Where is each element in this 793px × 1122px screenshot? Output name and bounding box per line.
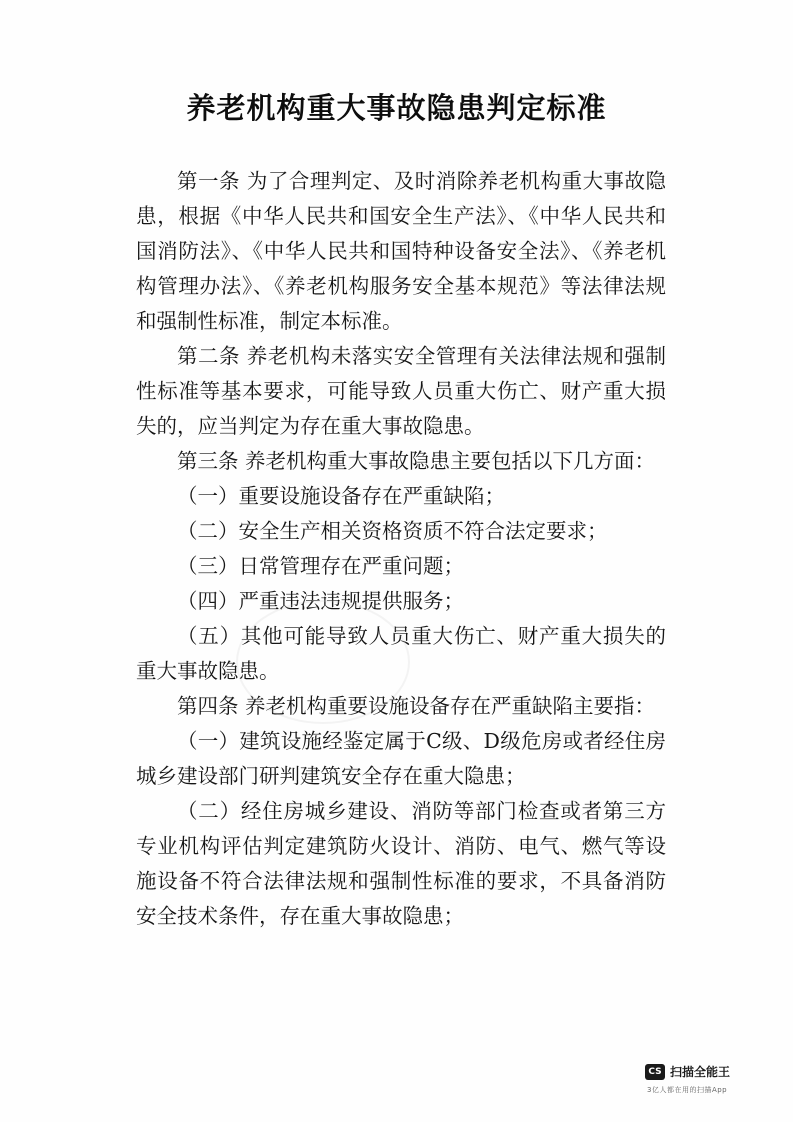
watermark-tagline: 3亿人都在用的扫描App [647, 1086, 728, 1094]
document-title: 养老机构重大事故隐患判定标准 [186, 91, 607, 125]
article-4-item-1: （一）建筑设施经鉴定属于C级、D级危房或者经住房城乡建设部门研判建筑安全存在重大隐患； [136, 729, 666, 788]
camscanner-logo-icon: CS [645, 1064, 665, 1080]
scanner-watermark [645, 1060, 755, 1106]
article-3-paragraph: 第三条 养老机构重大事故隐患主要包括以下几方面： [177, 449, 656, 473]
article-2-paragraph: 第二条 养老机构未落实安全管理有关法律法规和强制性标准等基本要求，可能导致人员重大伤亡、财产重大损失的，应当判定为存在重大事故隐患。 [136, 344, 666, 438]
article-3-item-3: （三）日常管理存在严重问题； [177, 554, 464, 578]
article-3-item-1: （一）重要设施设备存在严重缺陷； [177, 484, 505, 508]
article-4-paragraph: 第四条 养老机构重要设施设备存在严重缺陷主要指： [177, 694, 656, 718]
article-3-item-4: （四）严重违法违规提供服务； [177, 589, 464, 613]
document-body [136, 164, 666, 934]
article-3-item-5: （五）其他可能导致人员重大伤亡、财产重大损失的重大事故隐患。 [136, 624, 666, 683]
article-4-item-2: （二）经住房城乡建设、消防等部门检查或者第三方专业机构评估判定建筑防火设计、消防、电气、燃气等设施设备不符合法律法规和强制性标准的要求，不具备消防安全技术条件，存在重大事故隐患； [136, 799, 666, 928]
article-1-paragraph: 第一条 为了合理判定、及时消除养老机构重大事故隐患，根据《中华人民共和国安全生产法》、《中华人民共和国消防法》、《中华人民共和国特种设备安全法》、《养老机构管理办法》、《养老机构服务安全基本规范》等法律法规和强制性标准，制定本标准。 [136, 169, 666, 333]
article-3-item-2: （二）安全生产相关资格资质不符合法定要求； [177, 519, 608, 543]
watermark-app-name: 扫描全能王 [670, 1065, 731, 1079]
